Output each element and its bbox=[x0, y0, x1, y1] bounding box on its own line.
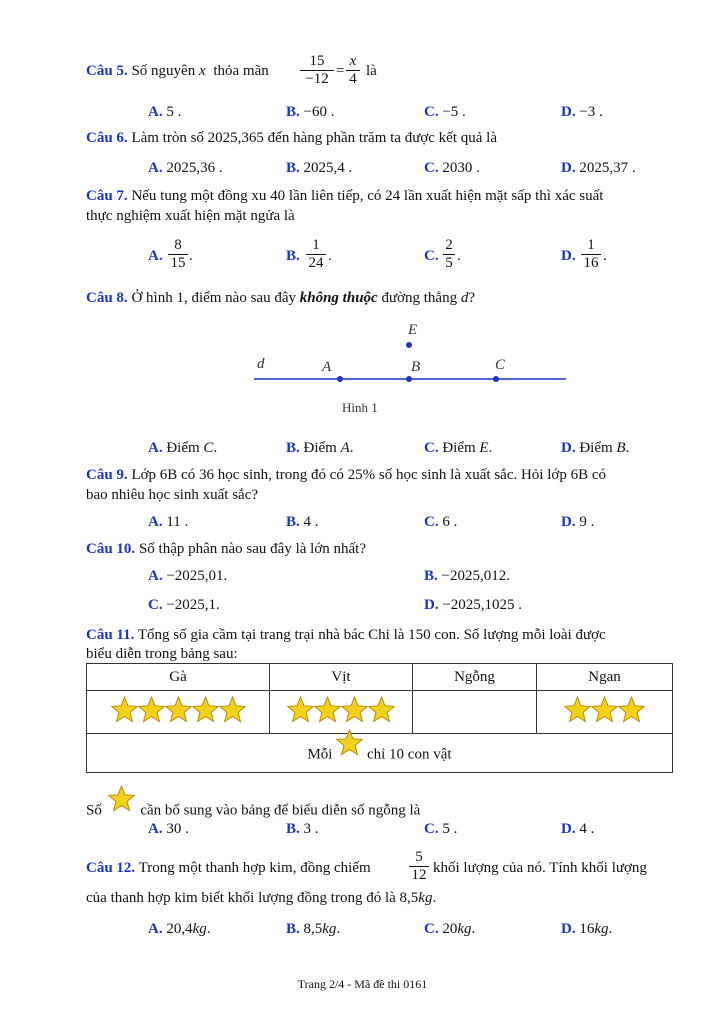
label-e: E bbox=[408, 322, 418, 338]
option-d[interactable]: D. Điểm B. bbox=[561, 440, 630, 456]
variable-x: x bbox=[198, 63, 206, 79]
star-icon bbox=[111, 696, 138, 728]
option-b[interactable]: B. −2025,012. bbox=[424, 568, 510, 584]
fraction-option-d: 1 16 bbox=[581, 237, 601, 272]
question-label: Câu 11. bbox=[86, 627, 135, 643]
star-icon bbox=[192, 696, 219, 728]
question-label: Câu 12. bbox=[86, 860, 136, 876]
period: . bbox=[603, 248, 607, 264]
option-b[interactable]: B. 2025,4 . bbox=[286, 160, 353, 176]
question-text: thực nghiệm xuất hiện mặt ngửa là bbox=[86, 208, 295, 224]
header-ga: Gà bbox=[87, 664, 270, 691]
star-icon bbox=[591, 696, 618, 728]
star-icon bbox=[341, 696, 368, 728]
option-c[interactable]: C. −2025,1. bbox=[148, 597, 220, 613]
question-text: của thanh hợp kim biết khối lượng đồng trong đó là 8,5kg. bbox=[86, 890, 437, 906]
question-text: Số thập phân nào sau đây là lớn nhất? bbox=[138, 541, 366, 557]
question-text: Trong một thanh hợp kim, đồng chiếm bbox=[138, 860, 371, 876]
period: . bbox=[328, 248, 332, 264]
star-icon bbox=[138, 696, 165, 728]
option-a[interactable]: A. 20,4kg. bbox=[148, 921, 211, 937]
stars-ngan bbox=[537, 691, 673, 734]
variable-d: d bbox=[460, 290, 469, 306]
period: . bbox=[189, 248, 193, 264]
question-text: thỏa mãn bbox=[213, 63, 269, 79]
header-ngan: Ngan bbox=[537, 664, 673, 691]
question-11-prompt: Số cần bổ sung vào bảng để biểu diễn số ngỗng là bbox=[86, 795, 420, 827]
option-b[interactable]: B. bbox=[286, 248, 300, 264]
star-icon bbox=[108, 785, 135, 817]
option-a[interactable]: A. −2025,01. bbox=[148, 568, 228, 584]
option-d[interactable]: D. −3 . bbox=[561, 104, 603, 120]
point-b bbox=[406, 376, 412, 382]
question-7 bbox=[86, 188, 603, 205]
option-a[interactable]: A. Điểm C. bbox=[148, 440, 218, 456]
question-label: Câu 10. bbox=[86, 541, 136, 557]
emphasis-text: không thuộc bbox=[299, 290, 378, 306]
star-icon bbox=[618, 696, 645, 728]
fraction-15-over-minus12: 15 −12 bbox=[300, 53, 334, 88]
question-10 bbox=[86, 541, 366, 558]
option-b[interactable]: B. Điểm A. bbox=[286, 440, 354, 456]
question-text: Số nguyên bbox=[131, 63, 196, 79]
header-vit: Vịt bbox=[270, 664, 413, 691]
question-text: khối lượng của nó. Tính khối lượng bbox=[433, 860, 647, 876]
option-d[interactable]: D. 4 . bbox=[561, 821, 595, 837]
option-d[interactable]: D. 2025,37 . bbox=[561, 160, 636, 176]
option-d[interactable]: D. 9 . bbox=[561, 514, 595, 530]
question-text: Làm tròn số 2025,365 đến hàng phần trăm ta được kết quả là bbox=[131, 130, 497, 146]
poultry-table bbox=[86, 663, 673, 773]
period: . bbox=[457, 248, 461, 264]
figure-1 bbox=[240, 316, 580, 416]
option-a[interactable]: A. 2025,36 . bbox=[148, 160, 223, 176]
option-c[interactable]: C. Điểm E. bbox=[424, 440, 493, 456]
stars-ga bbox=[87, 691, 270, 734]
header-ngong: Ngỗng bbox=[413, 664, 537, 691]
option-c[interactable]: C. −5 . bbox=[424, 104, 466, 120]
fraction-option-b: 1 24 bbox=[306, 237, 326, 272]
option-a[interactable]: A. bbox=[148, 248, 163, 264]
option-c[interactable]: C. bbox=[424, 248, 439, 264]
stars-vit bbox=[270, 691, 413, 734]
question-11 bbox=[86, 627, 606, 644]
question-5 bbox=[86, 63, 269, 80]
question-label: Câu 8. bbox=[86, 290, 128, 306]
option-a[interactable]: A. 11 . bbox=[148, 514, 189, 530]
point-c bbox=[493, 376, 499, 382]
question-6 bbox=[86, 130, 497, 147]
page-footer: Trang 2/4 - Mã đề thi 0161 bbox=[297, 977, 428, 991]
fraction-5-over-12: 5 12 bbox=[409, 849, 429, 884]
option-d[interactable]: D. −2025,1025 . bbox=[424, 597, 523, 613]
star-icon bbox=[287, 696, 314, 728]
question-label: Câu 7. bbox=[86, 188, 128, 204]
point-a bbox=[337, 376, 343, 382]
star-icon bbox=[165, 696, 192, 728]
star-icon bbox=[564, 696, 591, 728]
question-text: bao nhiêu học sinh xuất sắc? bbox=[86, 487, 259, 503]
question-text: Nếu tung một đồng xu 40 lần liên tiếp, có 24 lần xuất hiện mặt sấp thì xác suất bbox=[131, 188, 604, 204]
label-d: d bbox=[257, 356, 265, 372]
star-icon bbox=[368, 696, 395, 728]
option-c[interactable]: C. 20kg. bbox=[424, 921, 476, 937]
fraction-option-a: 8 15 bbox=[168, 237, 188, 272]
question-text: Lớp 6B có 36 học sinh, trong đó có 25% số học sinh là xuất sắc. Hỏi lớp 6B có bbox=[131, 467, 606, 483]
option-b[interactable]: B. −60 . bbox=[286, 104, 335, 120]
option-b[interactable]: B. 3 . bbox=[286, 821, 319, 837]
option-a[interactable]: A. 5 . bbox=[148, 104, 182, 120]
question-9 bbox=[86, 467, 606, 484]
stars-ngong bbox=[413, 691, 537, 734]
option-c[interactable]: C. 6 . bbox=[424, 514, 458, 530]
figure-caption: Hình 1 bbox=[342, 400, 378, 415]
equals-sign: = bbox=[336, 63, 345, 79]
question-label: Câu 5. bbox=[86, 63, 128, 79]
option-d[interactable]: D. 16kg. bbox=[561, 921, 613, 937]
option-b[interactable]: B. 4 . bbox=[286, 514, 319, 530]
option-d[interactable]: D. bbox=[561, 248, 576, 264]
fraction-option-c: 2 5 bbox=[443, 237, 455, 272]
question-text: biểu diễn trong bảng sau: bbox=[86, 646, 238, 662]
star-icon bbox=[314, 696, 341, 728]
question-text: đường thẳng bbox=[381, 290, 458, 306]
table-legend: Mỗi chỉ 10 con vật bbox=[87, 734, 673, 773]
option-c[interactable]: C. 5 . bbox=[424, 821, 458, 837]
fraction-x-over-4: x 4 bbox=[346, 53, 360, 88]
question-8: Câu 8. Ở hình 1, điểm nào sau đây không thuộc đường thẳng d? bbox=[86, 290, 476, 306]
star-icon bbox=[219, 696, 246, 728]
option-b[interactable]: B. 8,5kg. bbox=[286, 921, 341, 937]
option-a[interactable]: A. 30 . bbox=[148, 821, 189, 837]
question-text: là bbox=[366, 63, 377, 79]
question-label: Câu 6. bbox=[86, 130, 128, 146]
question-label: Câu 9. bbox=[86, 467, 128, 483]
point-e bbox=[406, 342, 412, 348]
label-b: B bbox=[411, 359, 421, 375]
question-text: Ở hình 1, điểm nào sau đây bbox=[131, 290, 296, 306]
star-icon bbox=[336, 729, 363, 761]
question-text: Tổng số gia cầm tại trang trại nhà bác Chi là 150 con. Số lượng mỗi loài được bbox=[137, 627, 606, 643]
option-c[interactable]: C. 2030 . bbox=[424, 160, 480, 176]
label-a: A bbox=[322, 359, 332, 375]
question-12 bbox=[86, 860, 371, 877]
label-c: C bbox=[495, 357, 506, 373]
